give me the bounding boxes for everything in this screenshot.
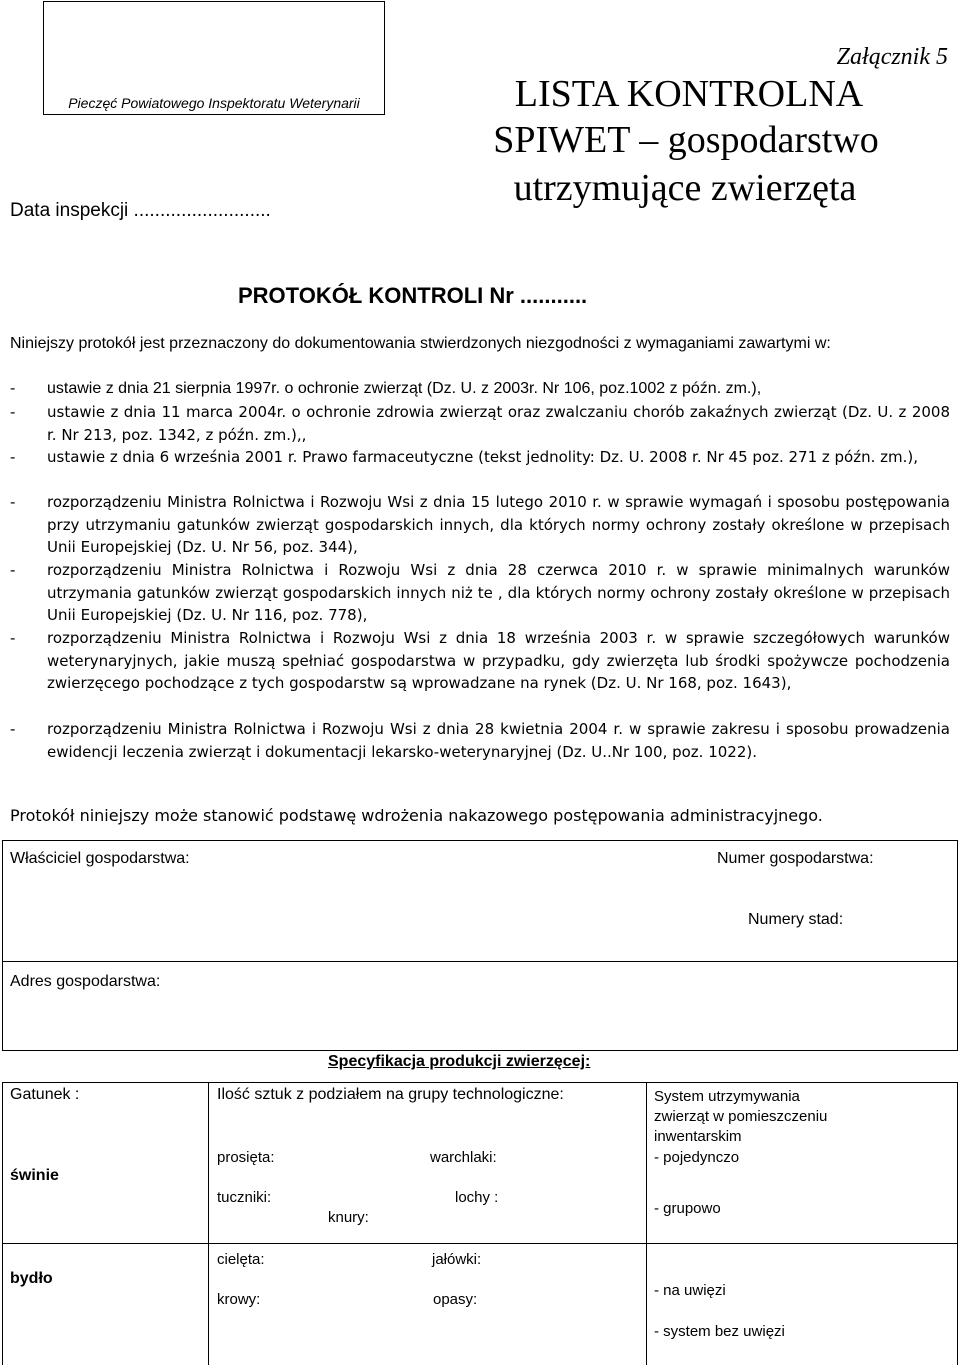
group-label: cielęta:: [217, 1251, 265, 1268]
list-dash: -: [10, 448, 16, 466]
legal-item: [10, 627, 950, 695]
legal-item: [10, 446, 950, 469]
legal-item-text: ustawie z dnia 6 września 2001 r. Prawo farmaceutyczne (tekst jednolity: Dz. U. 2008 r. Nr 45 poz. 271 z późn. zm.),: [47, 448, 919, 466]
list-dash: -: [10, 403, 16, 421]
owner-label: Właściciel gospodarstwa:: [10, 850, 190, 867]
stamp-box: [43, 1, 385, 115]
legal-item: [10, 559, 950, 627]
group-label: prosięta:: [217, 1149, 275, 1166]
system-option: - system bez uwięzi: [654, 1323, 785, 1340]
legal-item: [10, 491, 950, 559]
table-border: [208, 1082, 209, 1365]
group-label: tuczniki:: [217, 1189, 272, 1206]
list-dash: -: [10, 380, 16, 397]
table-border: [957, 1082, 958, 1365]
group-label: warchlaki:: [430, 1149, 497, 1166]
stamp-label: Pieczęć Powiatowego Inspektoratu Weterynarii: [68, 95, 360, 111]
group-label: opasy:: [433, 1291, 478, 1308]
species-cattle: bydło: [10, 1270, 53, 1287]
list-dash: -: [10, 720, 16, 738]
legal-item: [10, 718, 950, 763]
farm-number-label: Numer gospodarstwa:: [717, 850, 874, 867]
document-title-line-2: SPIWET – gospodarstwo: [493, 119, 879, 161]
col-count-header: Ilość sztuk z podziałem na grupy technologiczne:: [217, 1086, 564, 1103]
system-option: - na uwięzi: [654, 1282, 726, 1299]
legal-item: [10, 401, 950, 446]
group-label: jałówki:: [432, 1251, 482, 1268]
legal-item-text: rozporządzeniu Ministra Rolnictwa i Rozwoju Wsi z dnia 15 lutego 2010 r. w sprawie wymagań i sposobu postępowania przy utrzymaniu gatunków zwierząt gospodarskich innych, dla których normy ochrony zostały określone w przepisach Unii Europejskiej (Dz. U. Nr 56, poz. 344),: [47, 493, 950, 556]
inspection-date-field: Data inspekcji ..........................: [10, 200, 271, 221]
legal-item: [10, 378, 950, 401]
table-border: [2, 1082, 3, 1365]
herd-numbers-label: Numery stad:: [748, 911, 844, 928]
legal-item-text: ustawie z dnia 21 sierpnia 1997r. o ochronie zwierząt (Dz. U. z 2003r. Nr 106, poz.1002 z późn. zm.),: [47, 380, 762, 397]
document-title-line-3: utrzymujące zwierzęta: [513, 167, 857, 209]
group-label: knury:: [328, 1209, 369, 1226]
group-label: lochy :: [455, 1189, 499, 1206]
species-pigs: świnie: [10, 1167, 59, 1184]
list-dash: -: [10, 561, 16, 579]
intro-paragraph: Niniejszy protokół jest przeznaczony do dokumentowania stwierdzonych niezgodności z wymaganiami zawartymi w:: [10, 335, 831, 352]
col-system-header: System utrzymywania zwierząt w pomieszczeniu inwentarskim: [654, 1088, 828, 1145]
system-option: - pojedynczo: [654, 1149, 740, 1166]
legal-item-text: rozporządzeniu Ministra Rolnictwa i Rozwoju Wsi z dnia 28 czerwca 2010 r. w sprawie minimalnych warunków utrzymania gatunków zwierząt gospodarskich innych niż te , dla których normy ochrony zostały określone w przepisach Unii Europejskiej (Dz. U. Nr 116, poz. 778),: [47, 561, 950, 624]
protocol-title: PROTOKÓŁ KONTROLI Nr ...........: [238, 283, 588, 308]
list-dash: -: [10, 629, 16, 647]
system-option: - grupowo: [654, 1200, 721, 1217]
legal-note: Protokół niniejszy może stanowić podstawę wdrożenia nakazowego postępowania administracyjnego.: [10, 806, 823, 825]
table-border: [2, 1243, 958, 1244]
annex-label: Załącznik 5: [836, 44, 948, 70]
spec-title: Specyfikacja produkcji zwierzęcej:: [328, 1053, 591, 1070]
col-species-header: Gatunek :: [10, 1086, 80, 1103]
list-dash: -: [10, 493, 16, 511]
table-border: [2, 1082, 958, 1083]
address-label: Adres gospodarstwa:: [10, 973, 161, 990]
legal-item-text: rozporządzeniu Ministra Rolnictwa i Rozwoju Wsi z dnia 28 kwietnia 2004 r. w sprawie zakresu i sposobu prowadzenia ewidencji leczenia zwierząt i dokumentacji lekarsko-weterynaryjnej (Dz. U..Nr 100, poz. 1022).: [47, 720, 950, 761]
legal-item-text: ustawie z dnia 11 marca 2004r. o ochronie zdrowia zwierząt oraz zwalczaniu chorób zakaźnych zwierząt (Dz. U. z 2008 r. Nr 213, poz. 1342, z późn. zm.),,: [47, 403, 950, 444]
table-border: [646, 1082, 647, 1365]
document-title-line-1: LISTA KONTROLNA: [514, 73, 864, 115]
legal-item-text: rozporządzeniu Ministra Rolnictwa i Rozwoju Wsi z dnia 18 września 2003 r. w sprawie szczegółowych warunków weterynaryjnych, jakie muszą spełniać gospodarstwa w przypadku, gdy zwierzęta lub środki spożywcze pochodzenia zwierzęcego pochodzące z tych gospodarstw są wprowadzane na rynek (Dz. U. Nr 168, poz. 1643),: [47, 629, 950, 692]
group-label: krowy:: [217, 1291, 261, 1308]
